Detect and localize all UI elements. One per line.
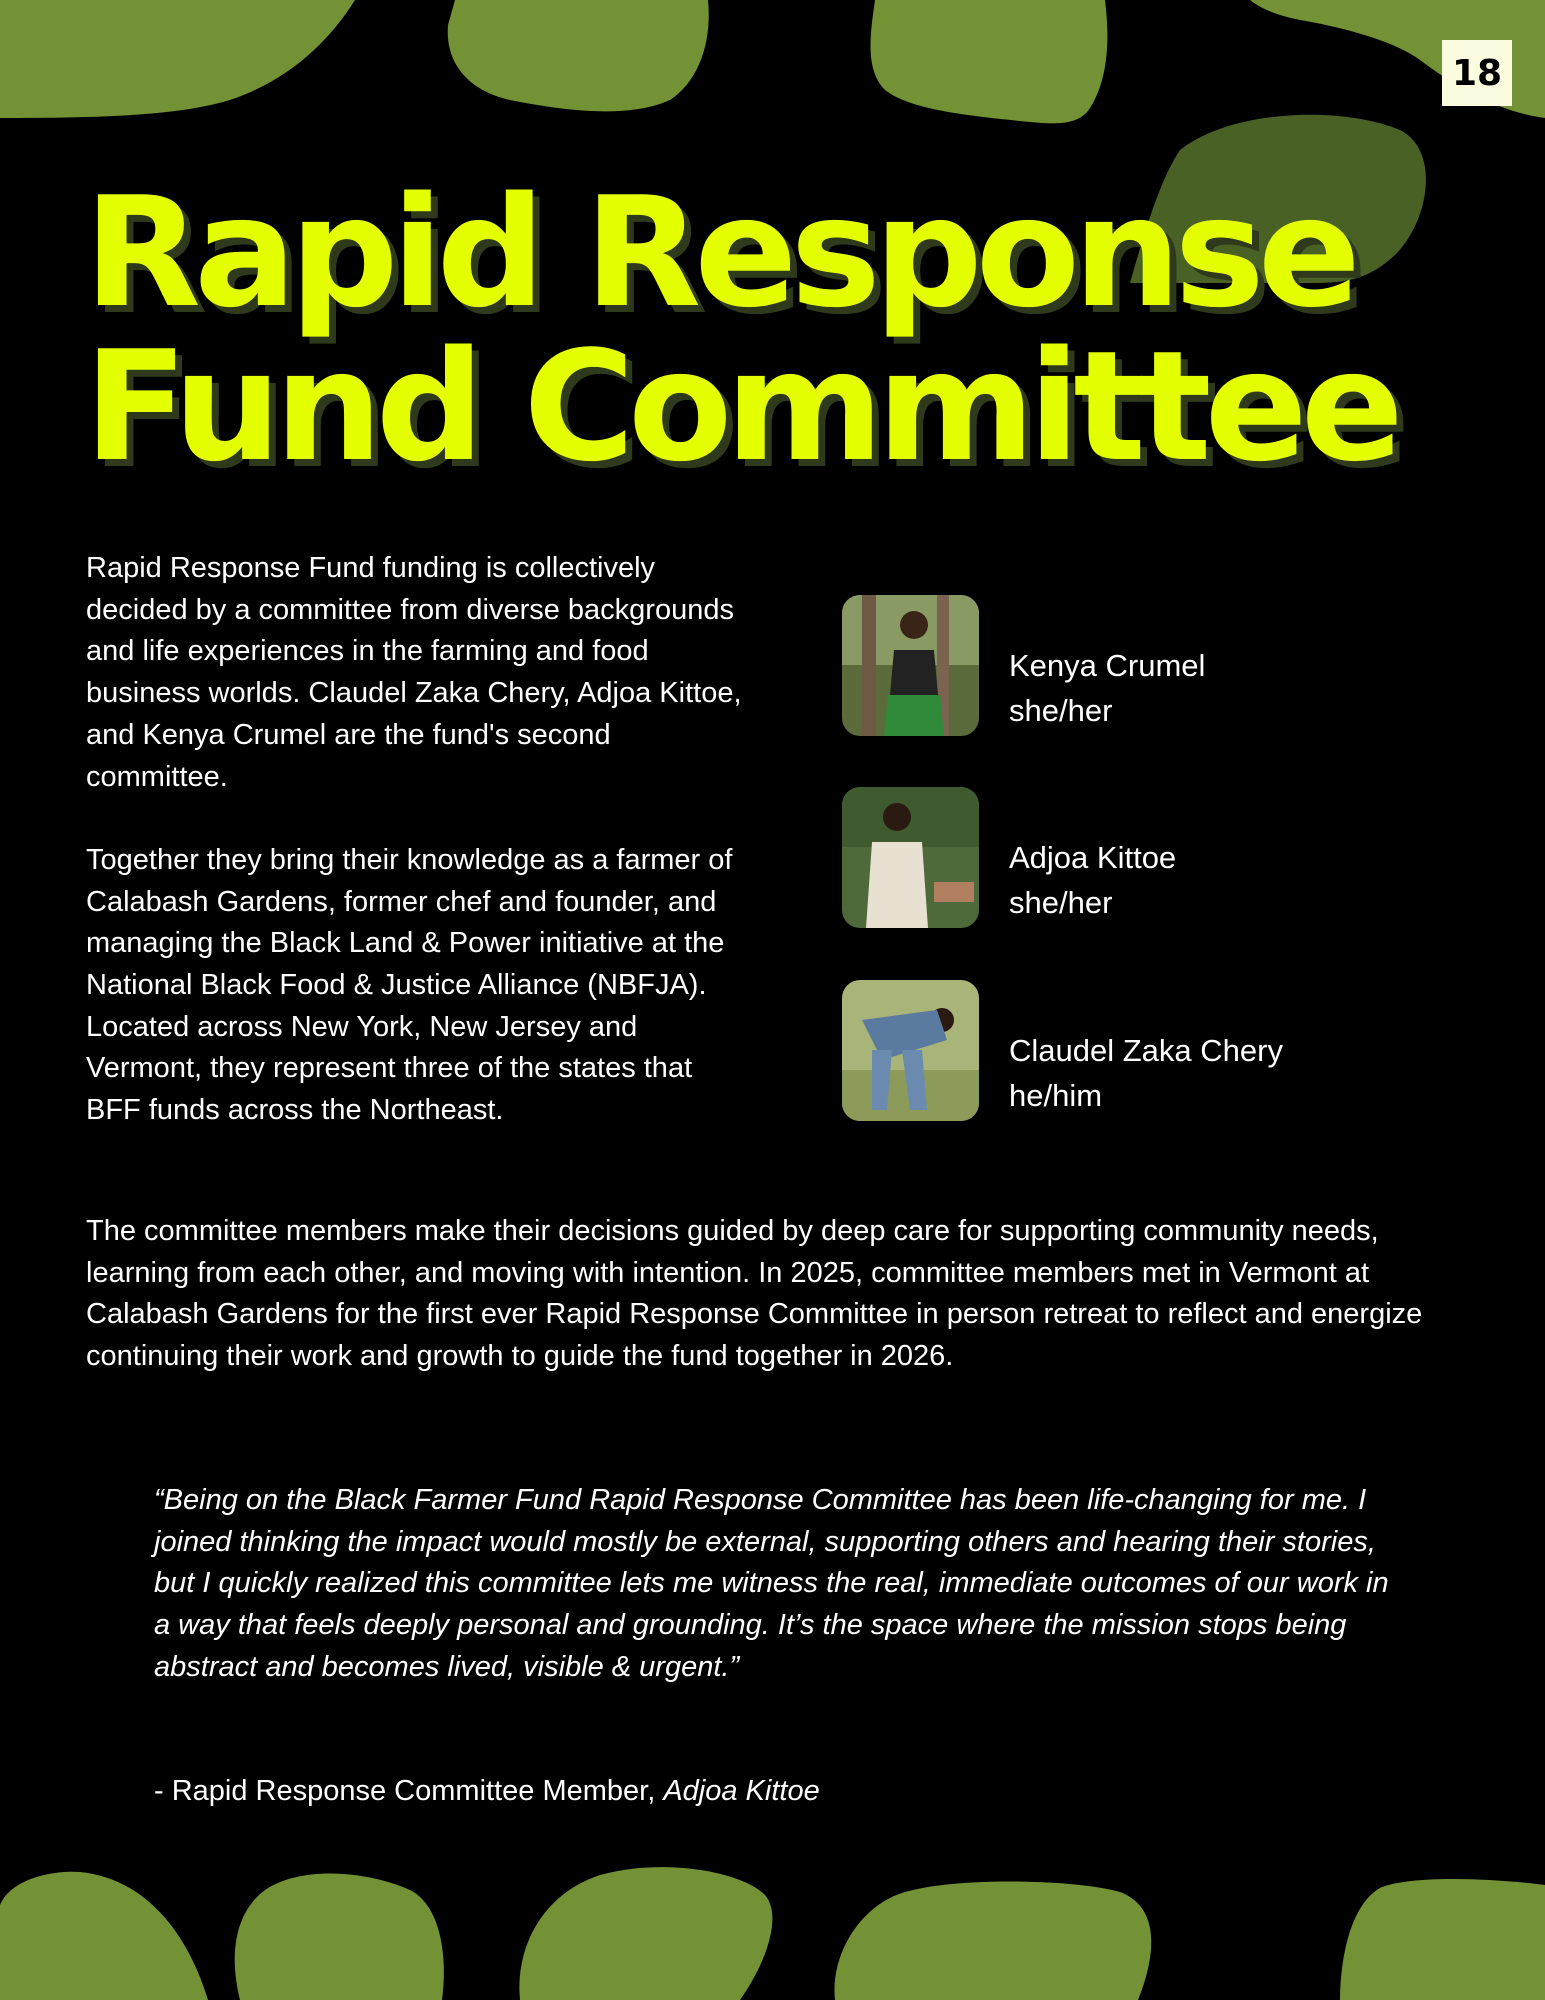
attribution-prefix: - Rapid Response Committee Member,	[154, 1775, 664, 1807]
blob-bottom-2	[235, 1873, 444, 2000]
intro-text	[86, 548, 746, 1132]
blob-bottom-5	[1340, 1879, 1545, 2000]
blob-bottom-1	[0, 1872, 208, 2000]
blob-top-2	[448, 0, 709, 111]
blob-bottom-4	[834, 1881, 1151, 2000]
page-title-line-2: Fund Committee	[84, 318, 1397, 495]
page-title	[84, 164, 1397, 495]
body-paragraph: The committee members make their decisions guided by deep care for supporting community needs, learning from each other, and moving with intention. In 2025, committee members met in Vermont at Calabash Gardens for the first ever Rapid Response Committee in person retreat to reflect and energize continuing their work and growth to guide the fund together in 2026.	[86, 1215, 1423, 1373]
attribution-name: Adjoa Kittoe	[663, 1775, 820, 1807]
member-card	[842, 980, 1362, 1120]
blob-top-left	[0, 0, 355, 118]
page-title-line-1: Rapid Response	[84, 164, 1354, 341]
testimonial-quote: “Being on the Black Farmer Fund Rapid Response Committee has been life-changing for me. I joined thinking the impact would mostly be external, supporting others and hearing their stories, but I quickly realized this committee lets me witness the real, immediate outcomes of our work in a way that feels deeply personal and grounding. It’s the space where the mission stops being abstract and becomes lived, visible & urgent.”	[154, 1484, 1389, 1683]
intro-paragraph-1: Rapid Response Fund funding is collectively decided by a committee from diverse backgrounds and life experiences in the farming and food business worlds. Claudel Zaka Chery, Adjoa Kittoe, and Kenya Crumel are the fund's second committee.	[86, 552, 742, 793]
member-info	[1009, 643, 1205, 733]
blob-top-3	[870, 0, 1107, 123]
member-photo	[842, 787, 979, 928]
member-card	[842, 595, 1362, 735]
member-pronouns: he/him	[1009, 1078, 1103, 1113]
member-pronouns: she/her	[1009, 693, 1113, 728]
quote-attribution	[154, 1771, 820, 1813]
member-info	[1009, 835, 1176, 925]
member-pronouns: she/her	[1009, 885, 1113, 920]
member-card	[842, 787, 1362, 927]
page-number: 18	[1442, 40, 1512, 106]
member-name: Kenya Crumel	[1009, 648, 1206, 683]
member-name: Adjoa Kittoe	[1009, 840, 1177, 875]
blob-bottom-3	[519, 1867, 772, 2000]
member-photo	[842, 595, 979, 736]
member-info	[1009, 1028, 1283, 1118]
member-photo	[842, 980, 979, 1121]
intro-paragraph-2: Together they bring their knowledge as a farmer of Calabash Gardens, former chef and founder, and managing the Black Land & Power initiative at the National Black Food & Justice Alliance (NBFJA). Located across New York, New Jersey and Vermont, they represent three of the states that BFF funds across the Northeast.	[86, 843, 733, 1127]
member-name: Claudel Zaka Chery	[1009, 1033, 1283, 1068]
